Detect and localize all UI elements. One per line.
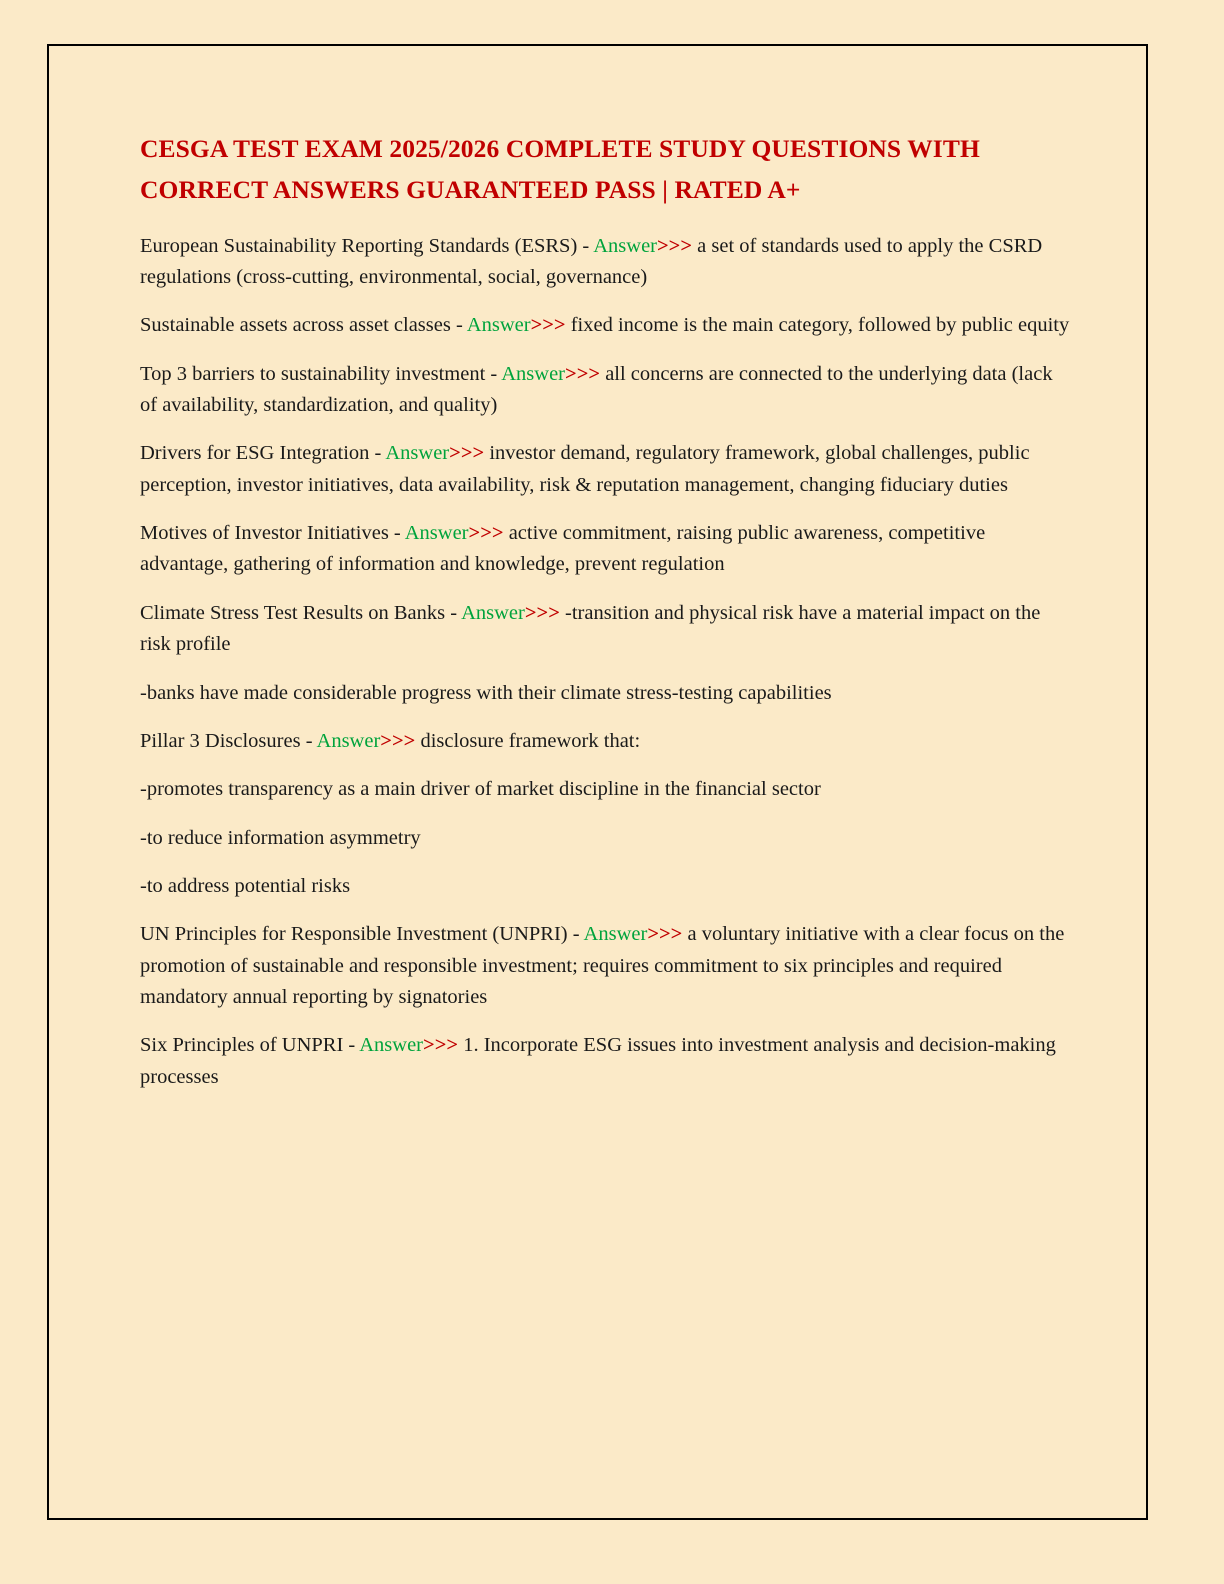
answer-text: 1. Incorporate ESG issues into investment analysis and decision-making processes — [140, 1034, 1056, 1088]
answer-label: Answer — [461, 601, 525, 624]
question-text: Six Principles of UNPRI - — [140, 1034, 360, 1057]
answer-label: Answer — [404, 522, 469, 545]
continuation-paragraph — [140, 823, 1070, 854]
paragraph-text: -promotes transparency as a main driver of market discipline in the financial sector — [140, 778, 821, 801]
qa-entry — [140, 359, 1070, 422]
answer-text: a set of standards used to apply the CSRD regulations (cross-cutting, environmental, social, governance) — [140, 234, 1043, 288]
answer-label: Answer — [583, 923, 648, 946]
answer-label: Answer — [501, 362, 566, 385]
answer-label: Answer — [385, 442, 450, 465]
answer-arrows: >>> — [647, 923, 683, 946]
answer-text: all concerns are connected to the underlying data (lack of availability, standardization, and quality) — [140, 362, 1053, 417]
question-text: Climate Stress Test Results on Banks - — [140, 601, 462, 624]
answer-arrows: >>> — [380, 729, 416, 752]
qa-entry — [140, 438, 1070, 501]
qa-entry — [140, 518, 1070, 581]
answer-text: investor demand, regulatory framework, global challenges, public perception, investor initiatives, data availability, risk & reputation management, changing fiduciary duties — [140, 442, 1030, 496]
qa-entry-list — [140, 231, 1070, 1094]
continuation-paragraph — [140, 678, 1070, 709]
answer-text: disclosure framework that: — [415, 729, 641, 752]
document-content — [140, 128, 1070, 1110]
page-title: CESGA TEST EXAM 2025/2026 COMPLETE STUDY QUESTIONS WITH CORRECT ANSWERS GUARANTEED PASS | RATED A+ — [140, 134, 980, 205]
answer-arrows: >>> — [449, 442, 485, 465]
question-text: European Sustainability Reporting Standards (ESRS) - — [140, 234, 594, 257]
qa-entry — [140, 231, 1070, 294]
qa-entry — [140, 1030, 1070, 1093]
paragraph-text: -banks have made considerable progress with their climate stress-testing capabilities — [140, 681, 832, 704]
question-text: Top 3 barriers to sustainability investment - — [140, 362, 502, 385]
answer-arrows: >>> — [565, 362, 601, 385]
answer-text: -transition and physical risk have a material impact on the risk profile — [140, 601, 1041, 656]
answer-arrows: >>> — [530, 314, 566, 337]
answer-text: a voluntary initiative with a clear focus on the promotion of sustainable and responsible investment; requires commitment to six principles and required mandatory annual reporting by signatories — [140, 923, 1065, 1009]
continuation-paragraph — [140, 871, 1070, 902]
answer-label: Answer — [466, 314, 531, 337]
question-text: Motives of Investor Initiatives - — [140, 522, 405, 545]
question-text: Drivers for ESG Integration - — [140, 442, 386, 465]
answer-arrows: >>> — [468, 522, 504, 545]
qa-entry — [140, 310, 1070, 341]
answer-arrows: >>> — [657, 234, 693, 257]
question-text: UN Principles for Responsible Investment (UNPRI) - — [140, 923, 584, 946]
answer-text: fixed income is the main category, followed by public equity — [565, 314, 1070, 337]
answer-text: active commitment, raising public awareness, competitive advantage, gathering of information and knowledge, prevent regulation — [140, 522, 986, 576]
question-text: Pillar 3 Disclosures - — [140, 729, 317, 752]
answer-label: Answer — [359, 1034, 424, 1057]
question-text: Sustainable assets across asset classes - — [140, 314, 467, 337]
paragraph-text: -to address potential risks — [140, 874, 351, 897]
qa-entry — [140, 919, 1070, 1013]
answer-label: Answer — [316, 729, 381, 752]
continuation-paragraph — [140, 774, 1070, 805]
paragraph-text: -to reduce information asymmetry — [140, 826, 421, 849]
answer-label: Answer — [593, 234, 657, 257]
qa-entry — [140, 726, 1070, 757]
qa-entry — [140, 598, 1070, 661]
answer-arrows: >>> — [423, 1034, 459, 1057]
answer-arrows: >>> — [524, 601, 560, 624]
